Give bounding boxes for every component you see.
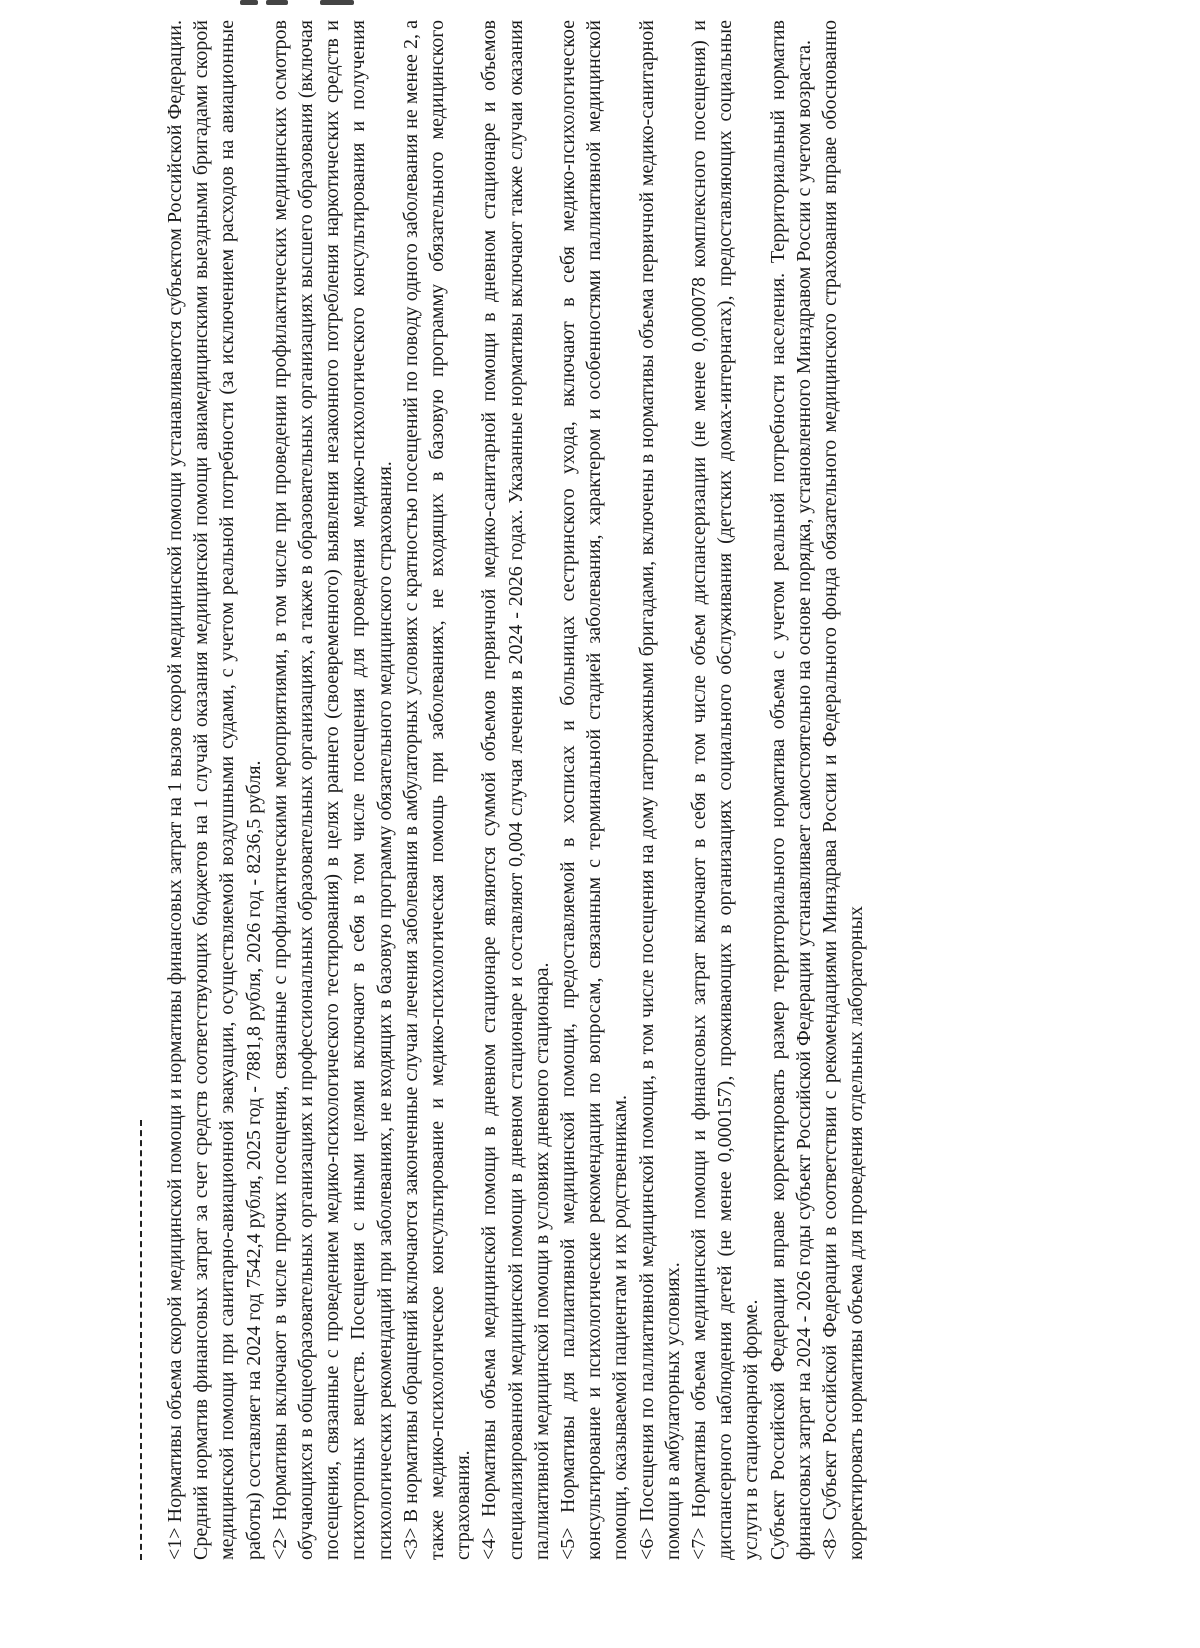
footnote-text: Нормативы включают в числе прочих посещения, связанные с профилактическими мероприятиями, в том числе при проведении профилактических медицинских осмотров обучающихся в общеобразовательных организациях и профессиональных образовательных организациях, а также в образовательных организациях высшего образования (включая посещения, связанные с проведением медико-психологического тестирования) в целях раннего (своевременного) выявления незаконного потребления наркотических средств и психотропных веществ. Посещения с иными целями включают в себя в том числе посещения для проведения медико-психологического консультирования и получения психологических рекомендаций при заболеваниях, не входящих в базовую программу обязательного медицинского страхования. xyxy=(268,19,396,1560)
footnote-marker: <1> xyxy=(164,1527,186,1560)
footnote-3 xyxy=(398,20,477,1560)
footnote-text: Нормативы для паллиативной медицинской помощи, предоставляемой в хосписах и больницах сестринского ухода, включают в себя медико-психологическое консультирование и психологические рекомендации по вопросам, связанным с терминальной стадией заболевания, характером и особенностями паллиативной медицинской помощи, оказываемой пациентам и их родственникам. xyxy=(557,19,632,1560)
footnote-text: Посещения по паллиативной медицинской помощи, в том числе посещения на дому патронажными бригадами, включены в нормативы объема первичной медико-санитарной помощи в амбулаторных условиях. xyxy=(635,19,684,1560)
footnote-text: Нормативы объема медицинской помощи в дневном стационаре являются суммой объемов первичной медико-санитарной помощи в дневном стационаре и объемов специализированной медицинской помощи в дневном стационаре и составляют 0,004 случая лечения в 2024 - 2026 годах. Указанные нормативы включают также случаи оказания паллиативной медицинской помощи в условиях дневного стационара. xyxy=(478,19,553,1560)
footnote-marker: <3> xyxy=(399,1527,422,1560)
footnote-7-continuation xyxy=(765,20,817,1560)
footnote-separator xyxy=(140,1120,142,1560)
footnote-marker: <6> xyxy=(635,1527,658,1560)
footnote-8 xyxy=(817,20,869,1560)
footnote-marker: <2> xyxy=(268,1527,291,1560)
footnote-marker: <7> xyxy=(688,1527,711,1560)
footnote-marker: <8> xyxy=(819,1527,842,1560)
footnote-6 xyxy=(634,20,686,1560)
footnote-text: Субъект Российской Федерации вправе корректировать размер территориального норматива объема с учетом реальной потребности населения. Территориальный норматив финансовых затрат на 2024 - 2026 годы субъект Российской Федерации устанавливает самостоятельно на основе порядка, установленного Минздравом России с учетом возраста. xyxy=(766,20,815,1560)
footnotes-block xyxy=(162,20,869,1560)
footnote-text: В нормативы обращений включаются законченные случаи лечения заболевания в амбулаторных условиях с кратностью посещений по поводу одного заболевания не менее 2, а также медико-психологическое консультирование и медико-психологическая помощь при заболеваниях, не входящих в базовую программу обязательного медицинского страхования. xyxy=(399,19,475,1560)
footnote-2 xyxy=(267,20,398,1560)
footnote-4 xyxy=(476,20,555,1560)
footnote-text: Нормативы объема медицинской помощи и финансовых затрат включают в себя в том числе объем диспансеризации (не менее 0,000078 комплексного посещения) и диспансерного наблюдения детей (не менее 0,000157), проживающих в организациях социального обслуживания (детских домах-интернатах), предоставляющих социальные услуги в стационарной форме. xyxy=(688,19,763,1560)
footnote-marker: <4> xyxy=(478,1527,501,1560)
footnote-text: Субъект Российской Федерации в соответствии с рекомендациями Минздрава России и Федерального фонда обязательного медицинского страхования вправе обоснованно корректировать нормативы объема для проведения отдельных лабораторных xyxy=(819,19,868,1560)
footnote-1 xyxy=(162,20,267,1560)
footnote-marker: <5> xyxy=(557,1527,580,1560)
footnote-5 xyxy=(555,20,634,1560)
scan-edge-marks xyxy=(240,0,360,8)
footnote-text: Нормативы объема скорой медицинской помощи и нормативы финансовых затрат на 1 вызов скорой медицинской помощи устанавливаются субъектом Российской Федерации. Средний норматив финансовых затрат за счет средств соответствующих бюджетов на 1 случай оказания медицинской помощи авиамедицинскими выездными бригадами скорой медицинской помощи при санитарно-авиационной эвакуации, осуществляемой воздушными судами, с учетом реальной потребности (за исключением расходов на авиационные работы) составляет на 2024 год 7542,4 рубля, 2025 год - 7881,8 рубля, 2026 год - 8236,5 рубля. xyxy=(164,19,265,1560)
footnote-7 xyxy=(686,20,765,1560)
rotated-page-content xyxy=(140,20,1200,1560)
